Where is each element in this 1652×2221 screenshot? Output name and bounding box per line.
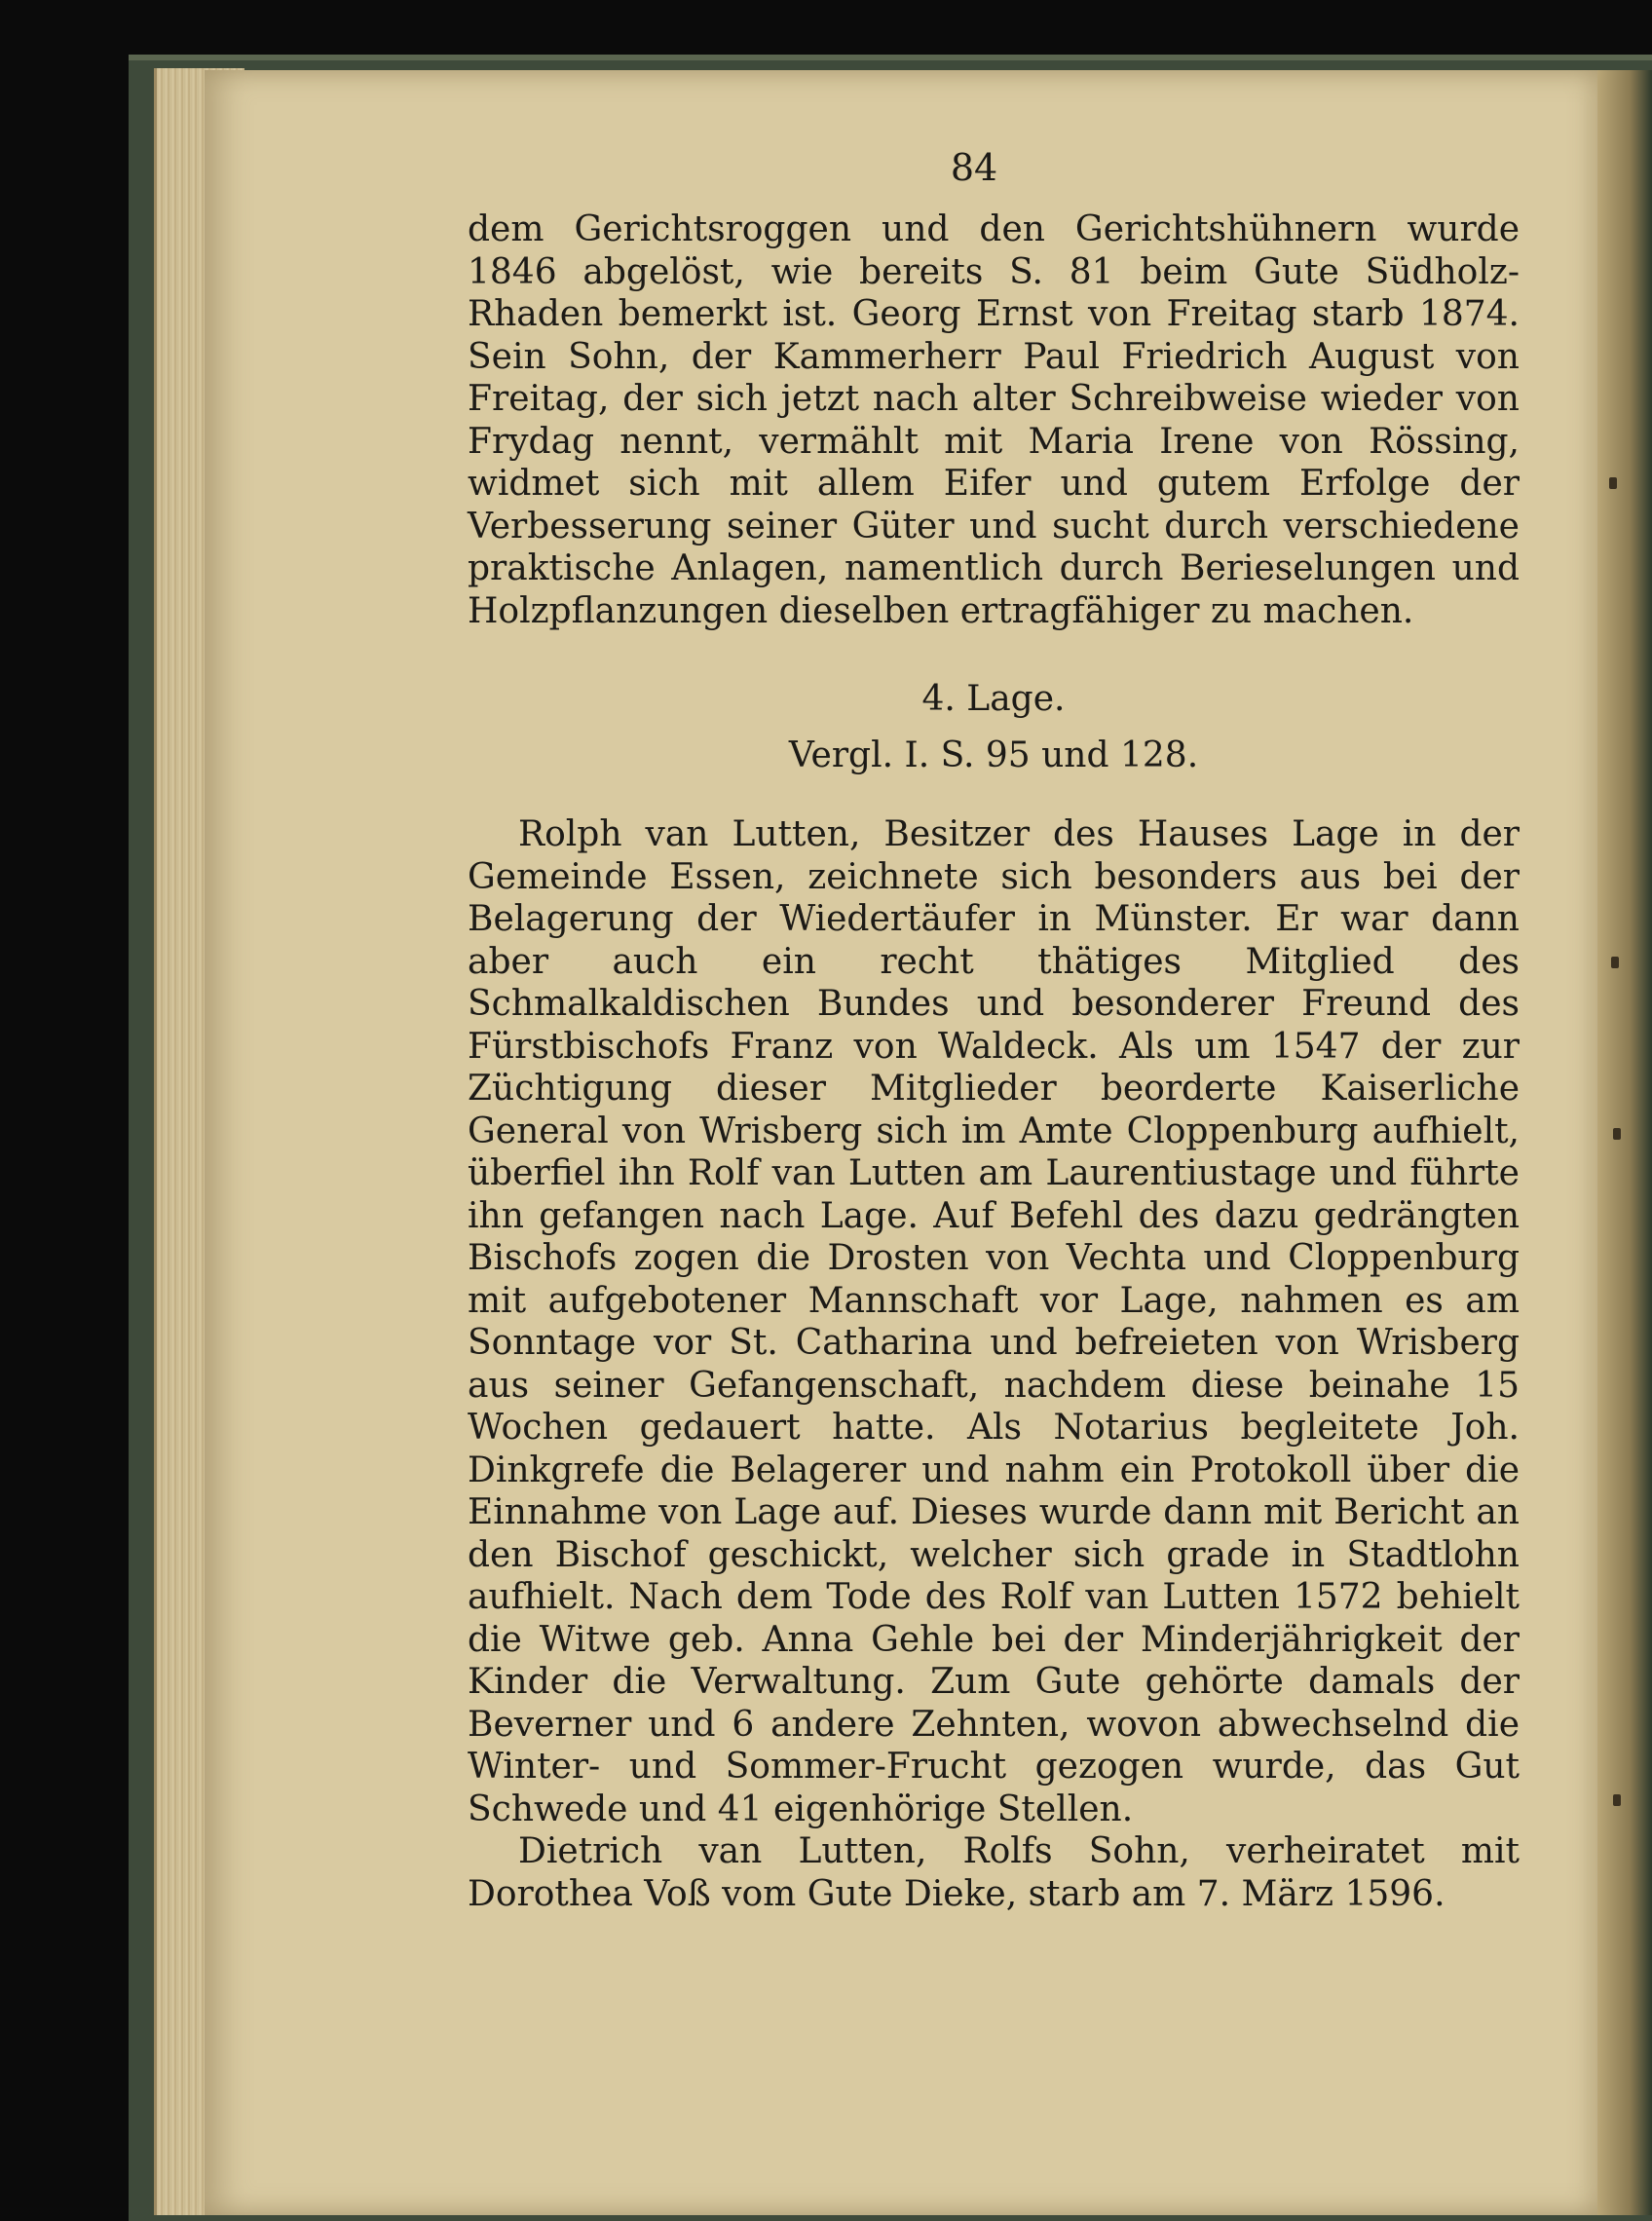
paragraph: Dietrich van Lutten, Rolfs Sohn, verheiratet mit Dorothea Voß vom Gute Dieke, starb am 7. März 1596.: [468, 1831, 1520, 1914]
paragraph: Rolph van Lutten, Besitzer des Hauses Lage in der Gemeinde Essen, zeichnete sich besonders aus bei der Belagerung der Wiedertäufer in Münster. Er war dann aber auch ein recht thätiges Mitglied des Schmalkaldischen Bundes und besonderer Freund des Fürstbischofs Franz von Waldeck. Als um 1547 der zur Züchtigung dieser Mitglieder beorderte Kaiserliche General von Wrisberg sich im Amte Cloppenburg aufhielt, überfiel ihn Rolf van Lutten am Laurentiustage und führte ihn gefangen nach Lage. Auf Befehl des dazu gedrängten Bischofs zogen die Drosten von Vechta und Cloppenburg mit aufgebotener Mannschaft vor Lage, nahmen es am Sonntage vor St. Catharina und befreieten von Wrisberg aus seiner Gefangenschaft, nachdem diese beinahe 15 Wochen gedauert hatte. Als Notarius begleitete Joh. Dinkgrefe die Belagerer und nahm ein Protokoll über die Einnahme von Lage auf. Dieses wurde dann mit Bericht an den Bischof geschickt, welcher sich grade in Stadtlohn aufhielt. Nach dem Tode des Rolf van Lutten 1572 behielt die Witwe geb. Anna Gehle bei der Minderjährigkeit der Kinder die Verwaltung. Zum Gute gehörte damals der Beverner und 6 andere Zehnten, wovon abwechselnd die Winter- und Sommer-Frucht gezogen wurde, das Gut Schwede und 41 eigenhörige Stellen.: [468, 814, 1520, 1829]
paragraph-continued: dem Gerichtsroggen und den Gerichtshühnern wurde 1846 abgelöst, wie bereits S. 81 beim Gute Südholz-Rhaden bemerkt ist. Georg Ernst von Freitag starb 1874. Sein Sohn, der Kammerherr Paul Friedrich August von Freitag, der sich jetzt nach alter Schreibweise wieder von Frydag nennt, vermählt mit Maria Irene von Rössing, widmet sich mit allem Eifer und gutem Erfolge der Verbesserung seiner Güter und sucht durch verschiedene praktische Anlagen, namentlich durch Berieselungen und Holzpflanzungen dieselben ertragfähiger zu machen.: [468, 209, 1520, 631]
margin-mark: [1613, 1128, 1621, 1140]
section-reference: Vergl. I. S. 95 und 128.: [788, 735, 1199, 775]
page-number: 84: [950, 146, 998, 189]
margin-mark: [1611, 957, 1619, 968]
page-gutter-right: [1597, 70, 1652, 2215]
section-title: 4. Lage.: [921, 679, 1066, 719]
margin-mark: [1609, 477, 1617, 489]
page-text: [468, 146, 1520, 1915]
margin-mark: [1613, 1794, 1621, 1806]
